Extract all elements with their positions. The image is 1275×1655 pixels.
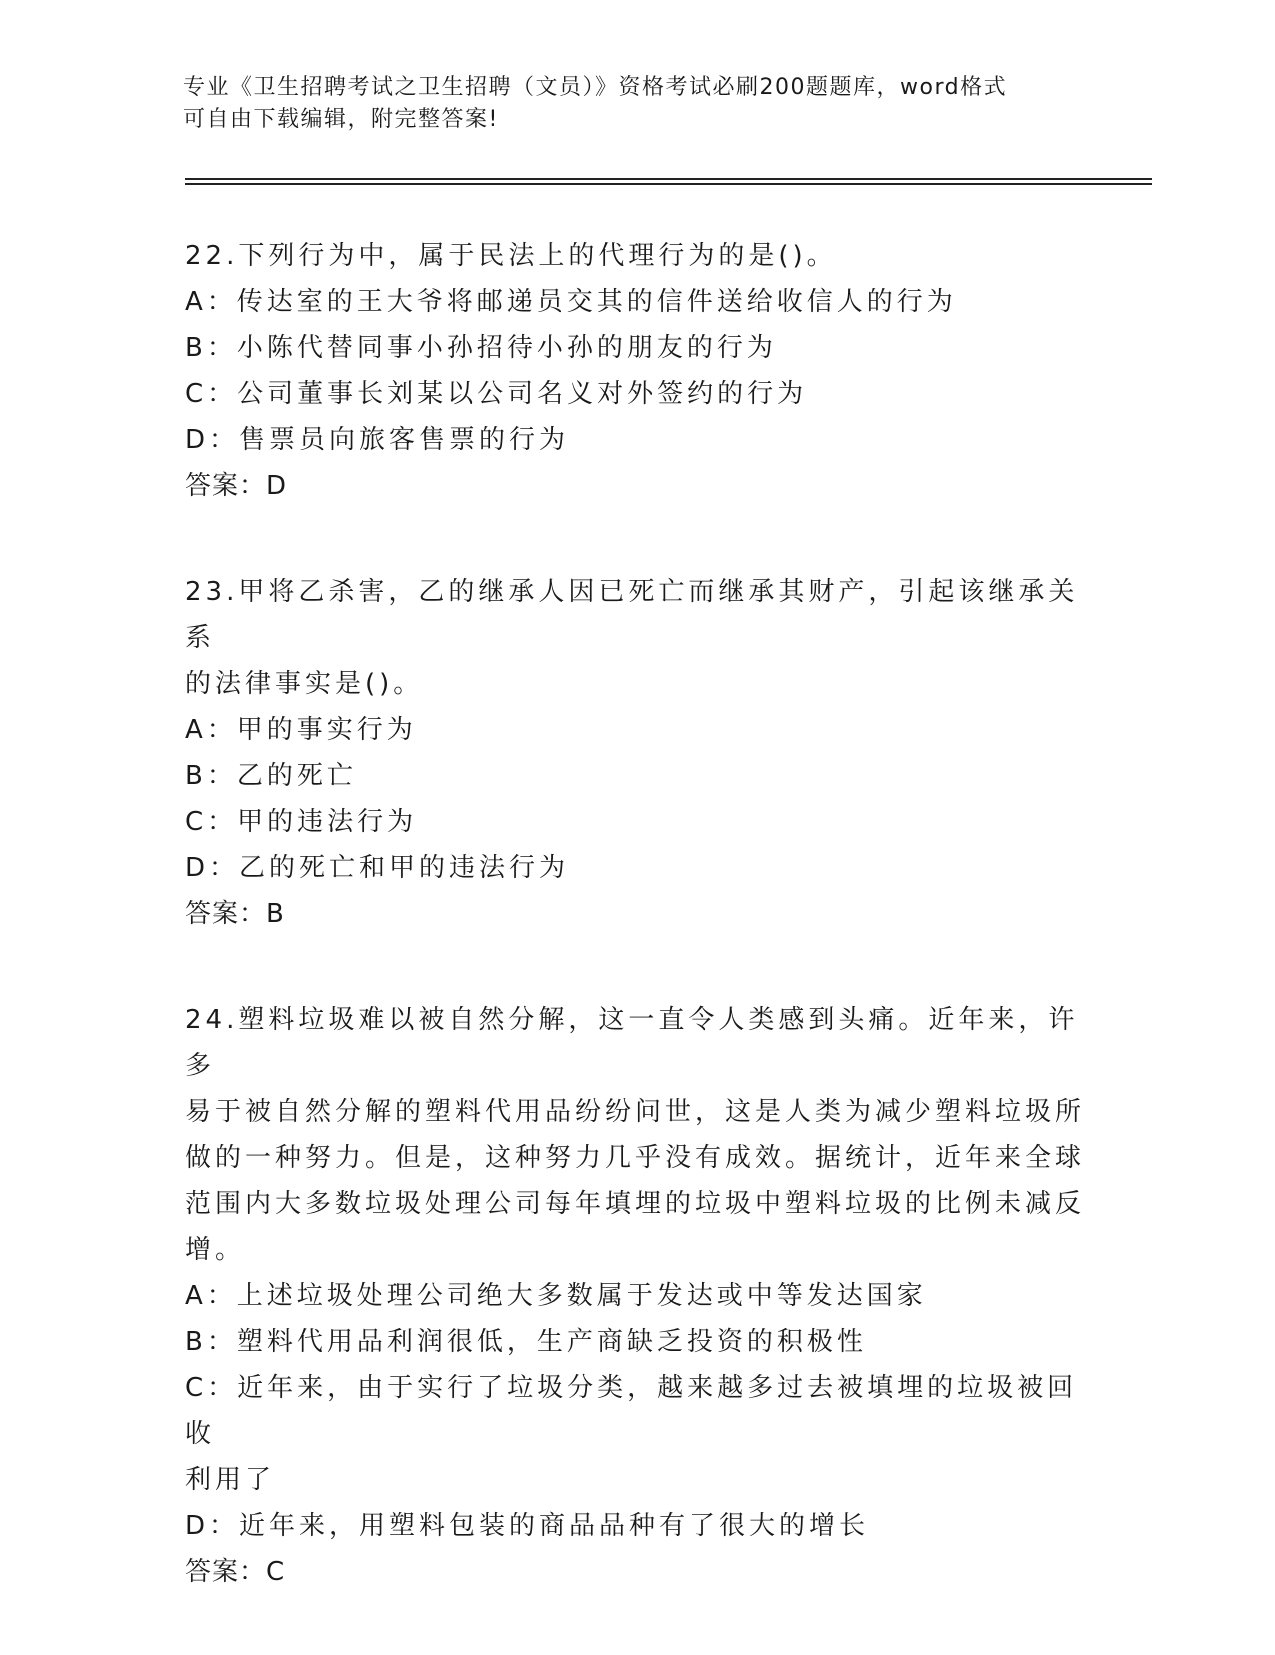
option-d: D：近年来，用塑料包装的商品品种有了很大的增长: [185, 1511, 870, 1541]
option-a: A：上述垃圾处理公司绝大多数属于发达或中等发达国家: [185, 1281, 927, 1311]
option-c: C：甲的违法行为: [185, 807, 418, 837]
option-a: A：甲的事实行为: [185, 715, 417, 745]
answer-line: 答案：D: [185, 471, 288, 501]
header-divider: [185, 183, 1152, 185]
option-b: B：乙的死亡: [185, 761, 357, 791]
header-line: 可自由下载编辑，附完整答案!: [183, 107, 499, 132]
header-divider: [185, 178, 1152, 180]
option-a: A：传达室的王大爷将邮递员交其的信件送给收信人的行为: [185, 287, 957, 317]
option-d: D：乙的死亡和甲的违法行为: [185, 853, 570, 883]
option-c: C：公司董事长刘某以公司名义对外签约的行为: [185, 379, 808, 409]
question-stem: 23.甲将乙杀害，乙的继承人因已死亡而继承其财产，引起该继承关系: [185, 577, 1079, 653]
question-stem: 易于被自然分解的塑料代用品纷纷问世，这是人类为减少塑料垃圾所: [185, 1097, 1086, 1127]
option-b: B：小陈代替同事小孙招待小孙的朋友的行为: [185, 333, 777, 363]
answer-line: 答案：C: [185, 1557, 286, 1587]
header-line: 专业《卫生招聘考试之卫生招聘（文员）》资格考试必刷200题题库，word格式: [183, 75, 1008, 100]
document-header: [183, 72, 1063, 136]
question-stem: 22.下列行为中，属于民法上的代理行为的是()。: [185, 241, 837, 271]
question-list: [185, 233, 1085, 1655]
question-24: [185, 997, 1085, 1595]
question-stem: 的法律事实是()。: [185, 669, 424, 699]
option-c: 利用了: [185, 1465, 276, 1495]
answer-line: 答案：B: [185, 899, 285, 929]
question-23: [185, 569, 1085, 937]
question-stem: 范围内大多数垃圾处理公司每年填埋的垃圾中塑料垃圾的比例未减反: [185, 1189, 1086, 1219]
option-d: D：售票员向旅客售票的行为: [185, 425, 570, 455]
question-22: [185, 233, 1085, 509]
option-c: C：近年来，由于实行了垃圾分类，越来越多过去被填埋的垃圾被回收: [185, 1373, 1078, 1449]
option-b: B：塑料代用品利润很低，生产商缺乏投资的积极性: [185, 1327, 867, 1357]
question-stem: 24.塑料垃圾难以被自然分解，这一直令人类感到头痛。近年来，许多: [185, 1005, 1079, 1081]
question-stem: 增。: [185, 1235, 246, 1265]
question-stem: 做的一种努力。但是，这种努力几乎没有成效。据统计，近年来全球: [185, 1143, 1086, 1173]
